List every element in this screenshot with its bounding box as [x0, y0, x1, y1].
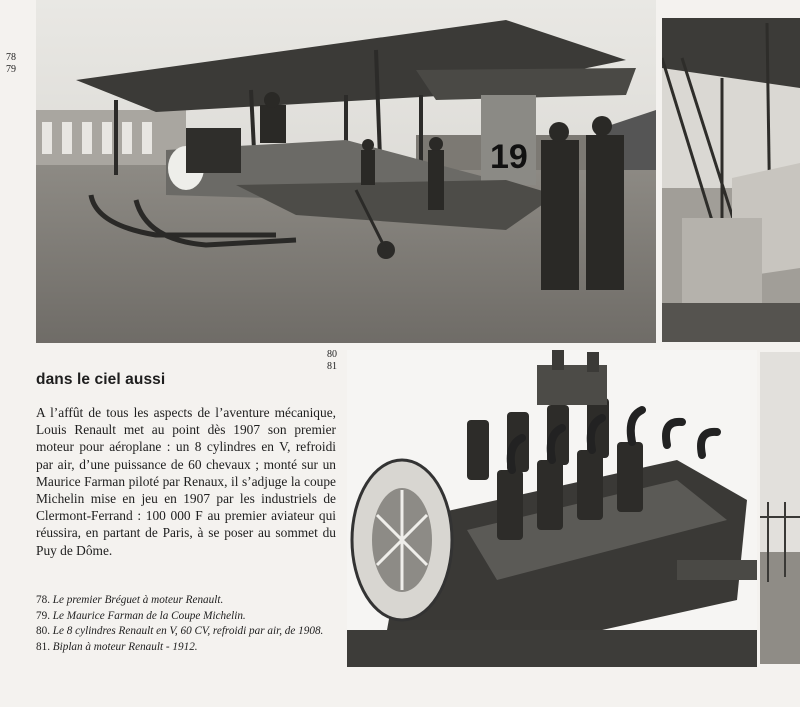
figure-number-81: 81	[327, 361, 337, 372]
photo-renault-v8-engine	[347, 350, 757, 667]
figure-number-79: 79	[6, 64, 16, 75]
caption-79	[36, 610, 336, 624]
caption-80	[36, 625, 336, 639]
photo-maurice-farman	[662, 18, 800, 342]
caption-text: Le Maurice Farman de la Coupe Michelin.	[52, 609, 246, 622]
figure-number-80: 80	[327, 349, 337, 360]
caption-81	[36, 641, 336, 655]
section-heading: dans le ciel aussi	[36, 371, 166, 388]
aircraft-number-label: 19	[490, 138, 528, 176]
figure-number-78: 78	[6, 52, 16, 63]
caption-number: 80.	[36, 625, 50, 638]
figure-numbers-80-81	[327, 349, 337, 373]
figure-numbers-78-79	[6, 52, 16, 76]
caption-number: 79.	[36, 609, 50, 622]
caption-number: 78.	[36, 594, 50, 606]
caption-78	[36, 594, 336, 608]
figure-captions	[36, 594, 336, 656]
caption-text: Le premier Bréguet à moteur Renault.	[52, 594, 224, 606]
caption-text: Biplan à moteur Renault - 1912.	[52, 640, 198, 653]
photo-breguet-biplane	[36, 0, 656, 343]
article-body: A l’affût de tous les aspects de l’aventure mécanique, Louis Renault met au point dès 1907 son premier moteur pour aéroplane : un 8 cylindres en V, refroidi par air, d’une puissance de 60 chevaux ; monté sur un Maurice Farman piloté par Renaux, il s’adjuge la coupe Michelin mise en jeu en 1907 par les industriels de Clermont-Ferrand : 100 000 F au premier aviateur qui réussira, en partant de Paris, à se poser au sommet du Puy de Dôme.	[36, 405, 336, 558]
caption-number: 81.	[36, 640, 50, 653]
caption-text: Le 8 cylindres Renault en V, 60 CV, refroidi par air, de 1908.	[52, 625, 324, 638]
photo-biplane-1912	[760, 352, 800, 664]
